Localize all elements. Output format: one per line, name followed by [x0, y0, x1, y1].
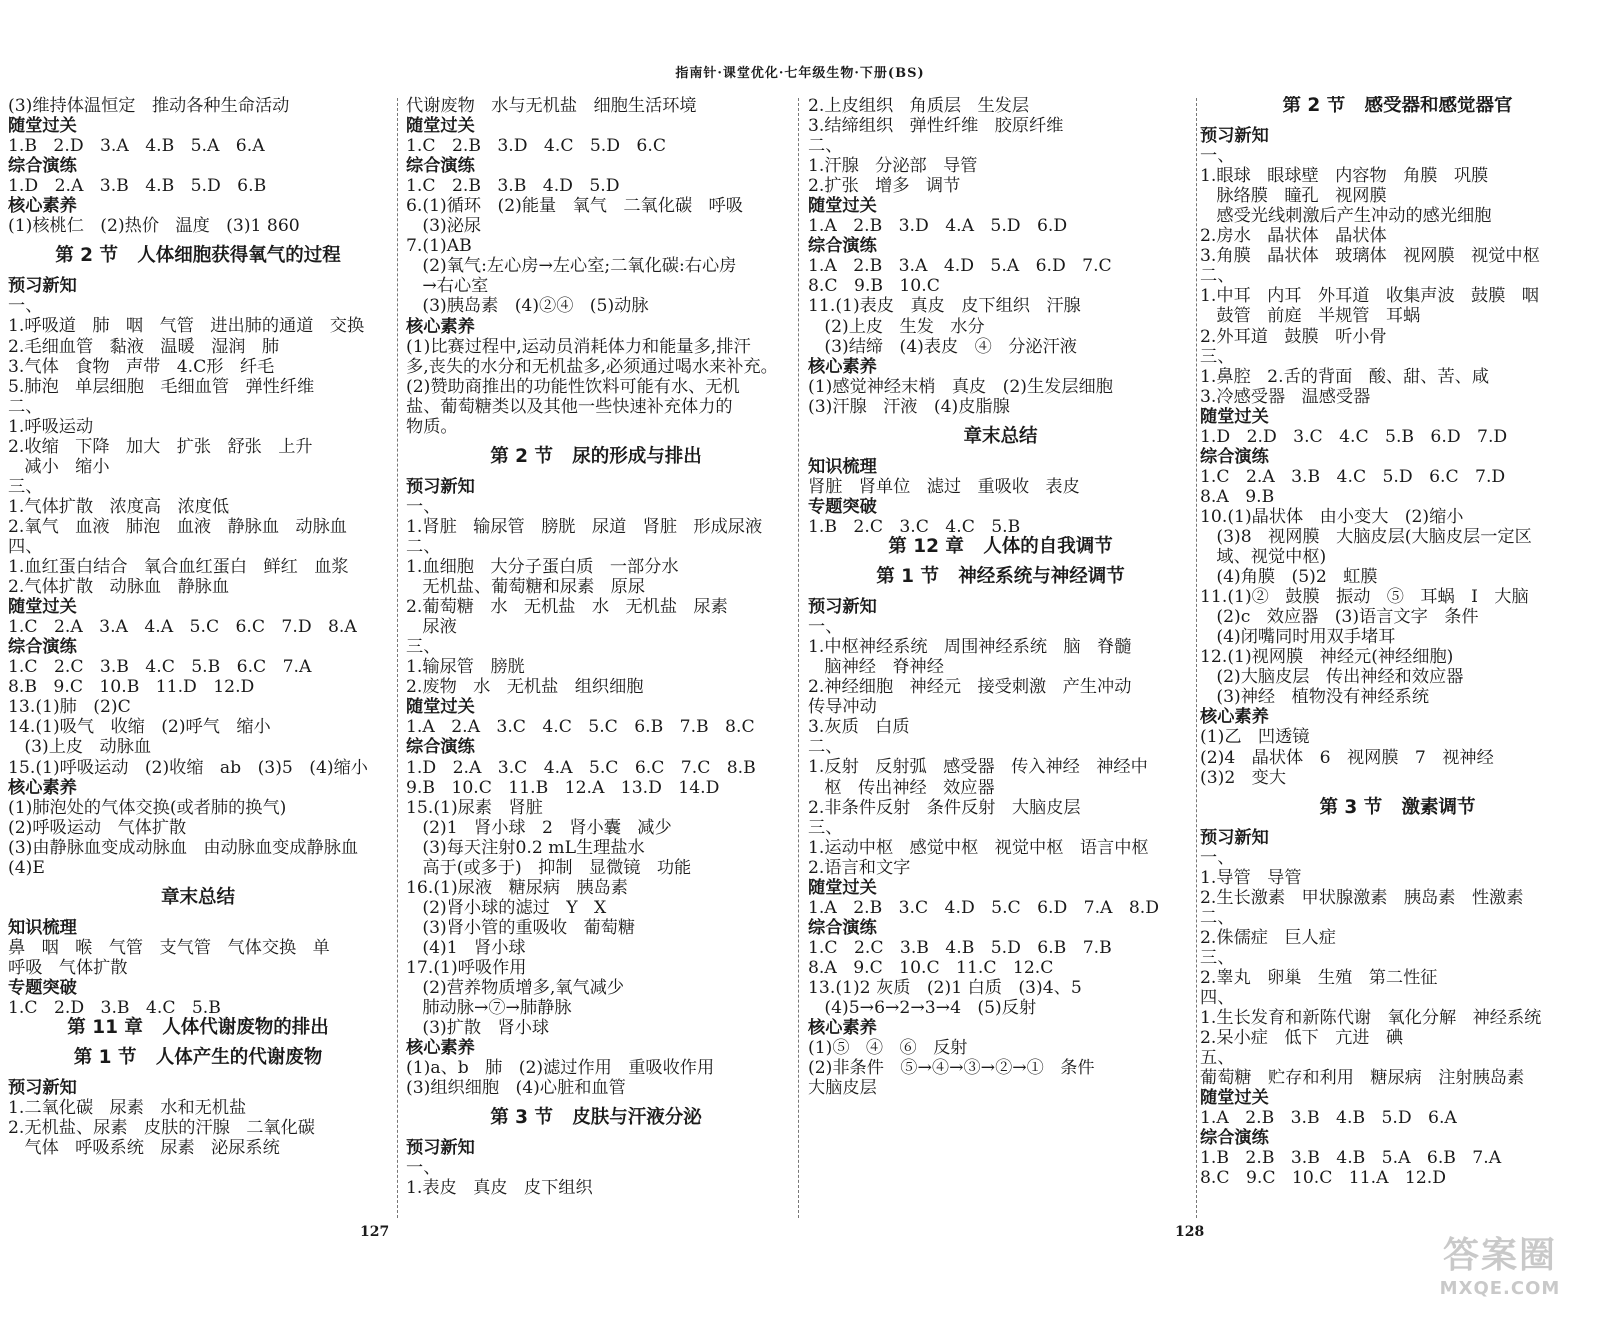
answer-line: 2.非条件反射 条件反射 大脑皮层	[808, 797, 1081, 818]
section-heading: 综合演练	[406, 156, 475, 177]
answer-line: 肾脏 肾单位 滤过 重吸收 表皮	[808, 476, 1080, 497]
answer-line: (3)肾小管的重吸收 葡萄糖	[406, 917, 636, 938]
answer-line: 一、	[406, 1158, 441, 1179]
section-title: 第 12 章 人体的自我调节	[888, 535, 1113, 557]
spacer	[8, 908, 388, 918]
answer-line: 三、	[8, 476, 43, 497]
section-heading: 综合演练	[1200, 1128, 1269, 1149]
column-4	[1200, 96, 1595, 1188]
answer-line: 2.扩张 增多 调节	[808, 176, 961, 197]
answer-line: 枢 传出神经 效应器	[808, 777, 995, 798]
section-title: 章末总结	[160, 886, 235, 908]
answer-line: 11.(1)表皮 真皮 皮下组织 汗腺	[808, 296, 1081, 317]
answer-line: 2.语言和文字	[808, 857, 911, 878]
answer-line: (3)胰岛素 (4)②④ (5)动脉	[406, 296, 649, 317]
answer-line: 2.神经细胞 神经元 接受刺激 产生冲动	[808, 677, 1132, 698]
answer-line: (2)1 肾小球 2 肾小囊 减少	[406, 817, 672, 838]
answer-line: (1)感觉神经末梢 真皮 (2)生发层细胞	[808, 376, 1113, 397]
answer-line: (1)乙 凹透镜	[1200, 727, 1310, 748]
section-heading: 核心素养	[406, 316, 475, 337]
answer-line: 1.血细胞 大分子蛋白质 一部分水	[406, 557, 679, 578]
answer-line: 12.(1)视网膜 神经元(神经细胞)	[1200, 647, 1454, 668]
answer-line: 二、	[1200, 907, 1235, 928]
section-title: 第 11 章 人体代谢废物的排出	[67, 1017, 329, 1039]
section-heading: 随堂过关	[808, 196, 877, 217]
section-heading: 预习新知	[1200, 827, 1269, 848]
answer-line: 2.生长激素 甲状腺激素 胰岛素 性激素	[1200, 887, 1524, 908]
answer-line: 1.中耳 内耳 外耳道 收集声波 鼓膜 咽	[1200, 286, 1539, 307]
answer-line: 三、	[808, 817, 843, 838]
answer-line: 1.D 2.D 3.C 4.C 5.B 6.D 7.D	[1200, 426, 1508, 447]
answer-line: 二、	[8, 396, 43, 417]
section-title: 第 3 节 皮肤与汗液分泌	[490, 1107, 702, 1129]
answer-line: 3.灰质 白质	[808, 717, 910, 738]
spacer	[8, 266, 388, 276]
section-heading: 随堂过关	[8, 597, 77, 618]
watermark-logo-text: 答案圈	[1442, 1235, 1557, 1276]
answer-line: (1)a、b 肺 (2)滤过作用 重吸收作用	[406, 1058, 715, 1079]
answer-line: 鼻 咽 喉 气管 支气管 气体交换 单	[8, 937, 330, 958]
answer-line: 1.血红蛋白结合 氧合血红蛋白 鲜红 血浆	[8, 557, 349, 578]
answer-line: 二、	[1200, 266, 1235, 287]
section-heading: 预习新知	[1200, 126, 1269, 147]
answer-line: 1.鼻腔 2.舌的背面 酸、甜、苦、咸	[1200, 366, 1490, 387]
answer-line: 8.A 9.B	[1200, 486, 1275, 507]
spacer	[1200, 116, 1595, 126]
section-title: 第 2 节 人体细胞获得氧气的过程	[55, 245, 341, 267]
section-heading: 核心素养	[808, 356, 877, 377]
answer-line: 2.房水 晶状体 晶状体	[1200, 226, 1387, 247]
section-heading: 预习新知	[406, 1138, 475, 1159]
answer-line: (3)神经 植物没有神经系统	[1200, 687, 1430, 708]
section-title: 第 1 节 人体产生的代谢废物	[73, 1047, 323, 1069]
answer-line: 1.B 2.D 3.A 4.B 5.A 6.A	[8, 136, 265, 157]
answer-line: 16.(1)尿液 糖尿病 胰岛素	[406, 877, 628, 898]
answer-line: 14.(1)吸气 收缩 (2)呼气 缩小	[8, 717, 271, 738]
answer-line: (4)闭嘴同时用双手堵耳	[1200, 627, 1396, 648]
answer-line: (1)核桃仁 (2)热价 温度 (3)1 860	[8, 216, 300, 237]
answer-line: 2.上皮组织 角质层 生发层	[808, 96, 1030, 116]
answer-line: 三、	[406, 637, 441, 658]
page-number-left: 127	[360, 1224, 390, 1240]
answer-line: 8.C 9.B 10.C	[808, 276, 940, 297]
answer-line: 1.D 2.A 3.C 4.A 5.C 6.C 7.C 8.B	[406, 757, 756, 778]
section-heading: 专题突破	[808, 496, 877, 517]
section-heading: 知识梳理	[808, 456, 877, 477]
answer-line: 15.(1)呼吸运动 (2)收缩 ab (3)5 (4)缩小	[8, 757, 368, 778]
answer-line: 3.冷感受器 温感受器	[1200, 386, 1371, 407]
answer-line: 2.毛细血管 黏液 温暖 湿润 肺	[8, 336, 280, 357]
column-3	[808, 96, 1193, 1098]
answer-line: (4)E	[8, 857, 45, 878]
answer-line: (3)泌尿	[406, 216, 482, 237]
answer-line: 2.呆小症 低下 亢进 碘	[1200, 1028, 1404, 1049]
answer-line: 葡萄糖 贮存和利用 糖尿病 注射胰岛素	[1200, 1068, 1525, 1089]
answer-line: 五、	[1200, 1048, 1235, 1069]
section-heading: 核心素养	[808, 1018, 877, 1039]
column-divider	[1196, 98, 1197, 1218]
answer-line: 肺动脉→⑦→肺静脉	[406, 998, 572, 1019]
answer-line: (3)2 变大	[1200, 767, 1287, 788]
answer-line: 9.B 10.C 11.B 12.A 13.D 14.D	[406, 777, 720, 798]
answer-line: (3)8 视网膜 大脑皮层(大脑皮层一定区	[1200, 526, 1532, 547]
answer-line: 四、	[1200, 988, 1235, 1009]
answer-line: 2.收缩 下降 加大 扩张 舒张 上升	[8, 436, 313, 457]
answer-line: 2.侏儒症 巨人症	[1200, 927, 1336, 948]
answer-line: 8.A 9.C 10.C 11.C 12.C	[808, 957, 1054, 978]
answer-line: (3)汗腺 汗液 (4)皮脂腺	[808, 396, 1010, 417]
answer-line: 1.C 2.D 3.B 4.C 5.B	[8, 998, 221, 1019]
answer-line: 7.(1)AB	[406, 236, 472, 257]
answer-line: 8.B 9.C 10.B 11.D 12.D	[8, 677, 255, 698]
answer-line: 1.B 2.B 3.B 4.B 5.A 6.B 7.A	[1200, 1148, 1502, 1169]
spacer	[808, 587, 1193, 597]
answer-line: 1.C 2.C 3.B 4.C 5.B 6.C 7.A	[8, 657, 312, 678]
answer-line: 脉络膜 瞳孔 视网膜	[1200, 186, 1387, 207]
answer-line: 8.C 9.C 10.C 11.A 12.D	[1200, 1168, 1447, 1189]
section-heading: 预习新知	[8, 276, 77, 297]
answer-line: 四、	[8, 536, 43, 557]
section-heading: 知识梳理	[8, 917, 77, 938]
answer-line: (2)呼吸运动 气体扩散	[8, 817, 187, 838]
answer-line: (4)1 肾小球	[406, 937, 526, 958]
answer-line: 一、	[8, 296, 43, 317]
page-header: 指南针·课堂优化·七年级生物·下册(BS)	[675, 66, 925, 81]
watermark-logo	[1410, 1234, 1590, 1318]
section-heading: 综合演练	[8, 156, 77, 177]
answer-line: 鼓管 前庭 半规管 耳蜗	[1200, 306, 1421, 327]
answer-line: (3)结缔 (4)表皮 ④ 分泌汗液	[808, 336, 1077, 357]
answer-line: 尿液	[406, 617, 457, 638]
answer-line: 1.运动中枢 感觉中枢 视觉中枢 语言中枢	[808, 837, 1149, 858]
answer-line: (2)非条件 ⑤→④→③→②→① 条件	[808, 1058, 1095, 1079]
answer-line: 一、	[1200, 146, 1235, 167]
answer-line: 2.废物 水 无机盐 组织细胞	[406, 677, 644, 698]
spacer	[8, 1068, 388, 1078]
answer-line: 三、	[1200, 947, 1235, 968]
answer-line: 二、	[808, 737, 843, 758]
answer-line: (3)上皮 动脉血	[8, 737, 152, 758]
answer-line: 1.C 2.C 3.B 4.B 5.D 6.B 7.B	[808, 937, 1112, 958]
answer-line: 传导冲动	[808, 697, 877, 718]
answer-line: 1.生长发育和新陈代谢 氧化分解 神经系统	[1200, 1008, 1542, 1029]
section-heading: 预习新知	[808, 597, 877, 618]
answer-line: (2)赞助商推出的功能性饮料可能有水、无机	[406, 376, 740, 397]
answer-line: (3)由静脉血变成动脉血 由动脉血变成静脉血	[8, 837, 359, 858]
answer-line: 2.气体扩散 动脉血 静脉血	[8, 577, 230, 598]
answer-line: 多,丧失的水分和无机盐多,必须通过喝水来补充。	[406, 356, 778, 377]
answer-line: 1.二氧化碳 尿素 水和无机盐	[8, 1098, 247, 1119]
section-heading: 综合演练	[808, 236, 877, 257]
section-heading: 预习新知	[8, 1078, 77, 1099]
section-heading: 综合演练	[1200, 446, 1269, 467]
spacer	[1200, 818, 1595, 828]
watermark-url: MXQE.COM	[1439, 1278, 1561, 1299]
answer-line: (3)组织细胞 (4)心脏和血管	[406, 1078, 626, 1099]
answer-line: 1.呼吸道 肺 咽 气管 进出肺的通道 交换	[8, 316, 365, 337]
answer-line: 1.眼球 眼球壁 内容物 角膜 巩膜	[1200, 166, 1489, 187]
answer-line: 1.C 2.B 3.D 4.C 5.D 6.C	[406, 136, 666, 157]
section-heading: 专题突破	[8, 977, 77, 998]
answer-line: 11.(1)② 鼓膜 振动 ⑤ 耳蜗 Ⅰ 大脑	[1200, 587, 1529, 608]
answer-line: (2)c 效应器 (3)语言文字 条件	[1200, 607, 1479, 628]
answer-line: 10.(1)晶状体 由小变大 (2)缩小	[1200, 506, 1464, 527]
answer-line: 脑神经 脊神经	[808, 657, 944, 678]
answer-line: 3.角膜 晶状体 玻璃体 视网膜 视觉中枢	[1200, 246, 1540, 267]
answer-line: (3)扩散 肾小球	[406, 1018, 550, 1039]
answer-line: 代谢废物 水与无机盐 细胞生活环境	[406, 96, 697, 116]
answer-line: 13.(1)2 灰质 (2)1 白质 (3)4、5	[808, 977, 1082, 998]
section-heading: 随堂过关	[808, 877, 877, 898]
answer-line: 1.呼吸运动	[8, 416, 94, 437]
answer-line: 一、	[808, 617, 843, 638]
section-heading: 预习新知	[406, 476, 475, 497]
section-title: 章末总结	[963, 425, 1038, 447]
answer-line: 1.中枢神经系统 周围神经系统 脑 脊髓	[808, 637, 1132, 658]
answer-line: (2)4 晶状体 6 视网膜 7 视神经	[1200, 747, 1494, 768]
answer-line: 1.气体扩散 浓度高 浓度低	[8, 496, 230, 517]
section-title: 第 2 节 感受器和感觉器官	[1282, 96, 1513, 116]
column-2	[406, 96, 786, 1198]
answer-line: 感受光线刺激后产生冲动的感光细胞	[1200, 206, 1492, 227]
answer-line: 1.A 2.B 3.A 4.D 5.A 6.D 7.C	[808, 256, 1112, 277]
answer-line: 二、	[808, 136, 843, 157]
answer-line: (2)氧气:左心房→左心室;二氧化碳:右心房	[406, 256, 737, 277]
answer-line: 13.(1)肺 (2)C	[8, 697, 131, 718]
answer-line: 1.反射 反射弧 感受器 传入神经 神经中	[808, 757, 1148, 778]
answer-line: (2)营养物质增多,氧气减少	[406, 978, 625, 999]
spacer	[808, 447, 1193, 457]
column-1	[8, 96, 388, 1158]
section-title: 第 2 节 尿的形成与排出	[490, 445, 702, 467]
section-title: 第 3 节 激素调节	[1319, 796, 1476, 818]
section-heading: 随堂过关	[8, 116, 77, 137]
answer-line: 无机盐、葡萄糖和尿素 原尿	[406, 577, 646, 598]
answer-line: 1.输尿管 膀胱	[406, 657, 525, 678]
section-heading: 核心素养	[1200, 707, 1269, 728]
answer-line: 物质。	[406, 416, 458, 437]
answer-line: 1.A 2.B 3.B 4.B 5.D 6.A	[1200, 1108, 1457, 1129]
answer-line: (3)每天注射0.2 mL生理盐水	[406, 837, 645, 858]
column-divider	[798, 98, 799, 1218]
answer-line: 高于(或多于) 抑制 显微镜 功能	[406, 857, 692, 878]
answer-line: 2.氧气 血液 肺泡 血液 静脉血 动脉血	[8, 516, 347, 537]
answer-line: (2)大脑皮层 传出神经和效应器	[1200, 667, 1464, 688]
answer-line: 二、	[406, 536, 441, 557]
spacer	[406, 1128, 786, 1138]
section-heading: 核心素养	[406, 1038, 475, 1059]
answer-line: 1.汗腺 分泌部 导管	[808, 156, 978, 177]
answer-line: (4)5→6→2→3→4 (5)反射	[808, 998, 1037, 1019]
answer-line: 2.无机盐、尿素 皮肤的汗腺 二氧化碳	[8, 1118, 315, 1139]
section-title: 第 1 节 神经系统与神经调节	[876, 566, 1125, 588]
answer-line: 盐、葡萄糖类以及其他一些快速补充体力的	[406, 396, 733, 417]
answer-line: 17.(1)呼吸作用	[406, 957, 527, 978]
answer-line: 1.D 2.A 3.B 4.B 5.D 6.B	[8, 176, 267, 197]
answer-line: (3)维持体温恒定 推动各种生命活动	[8, 96, 290, 116]
answer-line: (2)上皮 生发 水分	[808, 316, 985, 337]
answer-line: 5.肺泡 单层细胞 毛细血管 弹性纤维	[8, 376, 315, 397]
answer-line: (4)角膜 (5)2 虹膜	[1200, 567, 1378, 588]
answer-line: 一、	[1200, 847, 1235, 868]
section-heading: 随堂过关	[406, 116, 475, 137]
answer-line: 1.C 2.A 3.B 4.C 5.D 6.C 7.D	[1200, 466, 1506, 487]
section-heading: 随堂过关	[1200, 406, 1269, 427]
answer-line: 呼吸 气体扩散	[8, 957, 128, 978]
answer-line: (1)比赛过程中,运动员消耗体力和能量多,排汗	[406, 336, 751, 357]
section-heading: 核心素养	[8, 196, 77, 217]
answer-line: 3.结缔组织 弹性纤维 胶原纤维	[808, 116, 1064, 137]
answer-line: 1.A 2.A 3.C 4.C 5.C 6.B 7.B 8.C	[406, 717, 755, 738]
answer-line: 1.C 2.A 3.A 4.A 5.C 6.C 7.D 8.A	[8, 617, 357, 638]
answer-line: 1.A 2.B 3.C 4.D 5.C 6.D 7.A 8.D	[808, 897, 1160, 918]
spacer	[406, 467, 786, 477]
answer-line: 6.(1)循环 (2)能量 氧气 二氧化碳 呼吸	[406, 196, 743, 217]
section-heading: 随堂过关	[406, 697, 475, 718]
answer-line: 2.睾丸 卵巢 生殖 第二性征	[1200, 967, 1438, 988]
answer-line: (2)肾小球的滤过 Y X	[406, 897, 607, 918]
answer-line: 1.表皮 真皮 皮下组织	[406, 1178, 593, 1199]
answer-line: →右心室	[406, 276, 489, 297]
answer-line: 气体 呼吸系统 尿素 泌尿系统	[8, 1138, 280, 1159]
answer-line: 1.A 2.B 3.D 4.A 5.D 6.D	[808, 216, 1068, 237]
answer-line: (1)⑤ ④ ⑥ 反射	[808, 1038, 968, 1059]
answer-line: 3.气体 食物 声带 4.C形 纤毛	[8, 356, 275, 377]
section-heading: 综合演练	[8, 637, 77, 658]
answer-line: 一、	[406, 496, 441, 517]
answer-line: 大脑皮层	[808, 1078, 877, 1099]
answer-line: 1.C 2.B 3.B 4.D 5.D	[406, 176, 620, 197]
answer-line: 1.导管 导管	[1200, 867, 1302, 888]
section-heading: 随堂过关	[1200, 1088, 1269, 1109]
answer-line: 2.葡萄糖 水 无机盐 水 无机盐 尿素	[406, 597, 728, 618]
answer-line: 减小 缩小	[8, 456, 110, 477]
answer-line: 15.(1)尿素 肾脏	[406, 797, 543, 818]
answer-line: 三、	[1200, 346, 1235, 367]
section-heading: 核心素养	[8, 777, 77, 798]
page-number-right: 128	[1175, 1224, 1205, 1240]
section-heading: 综合演练	[406, 737, 475, 758]
section-heading: 综合演练	[808, 917, 877, 938]
answer-line: 1.肾脏 输尿管 膀胱 尿道 肾脏 形成尿液	[406, 516, 763, 537]
answer-line: 2.外耳道 鼓膜 听小骨	[1200, 326, 1387, 347]
column-divider	[397, 98, 398, 1218]
answer-line: 域、视觉中枢)	[1200, 547, 1327, 568]
answer-line: (1)肺泡处的气体交换(或者肺的换气)	[8, 797, 287, 818]
answer-line: 1.B 2.C 3.C 4.C 5.B	[808, 516, 1021, 537]
